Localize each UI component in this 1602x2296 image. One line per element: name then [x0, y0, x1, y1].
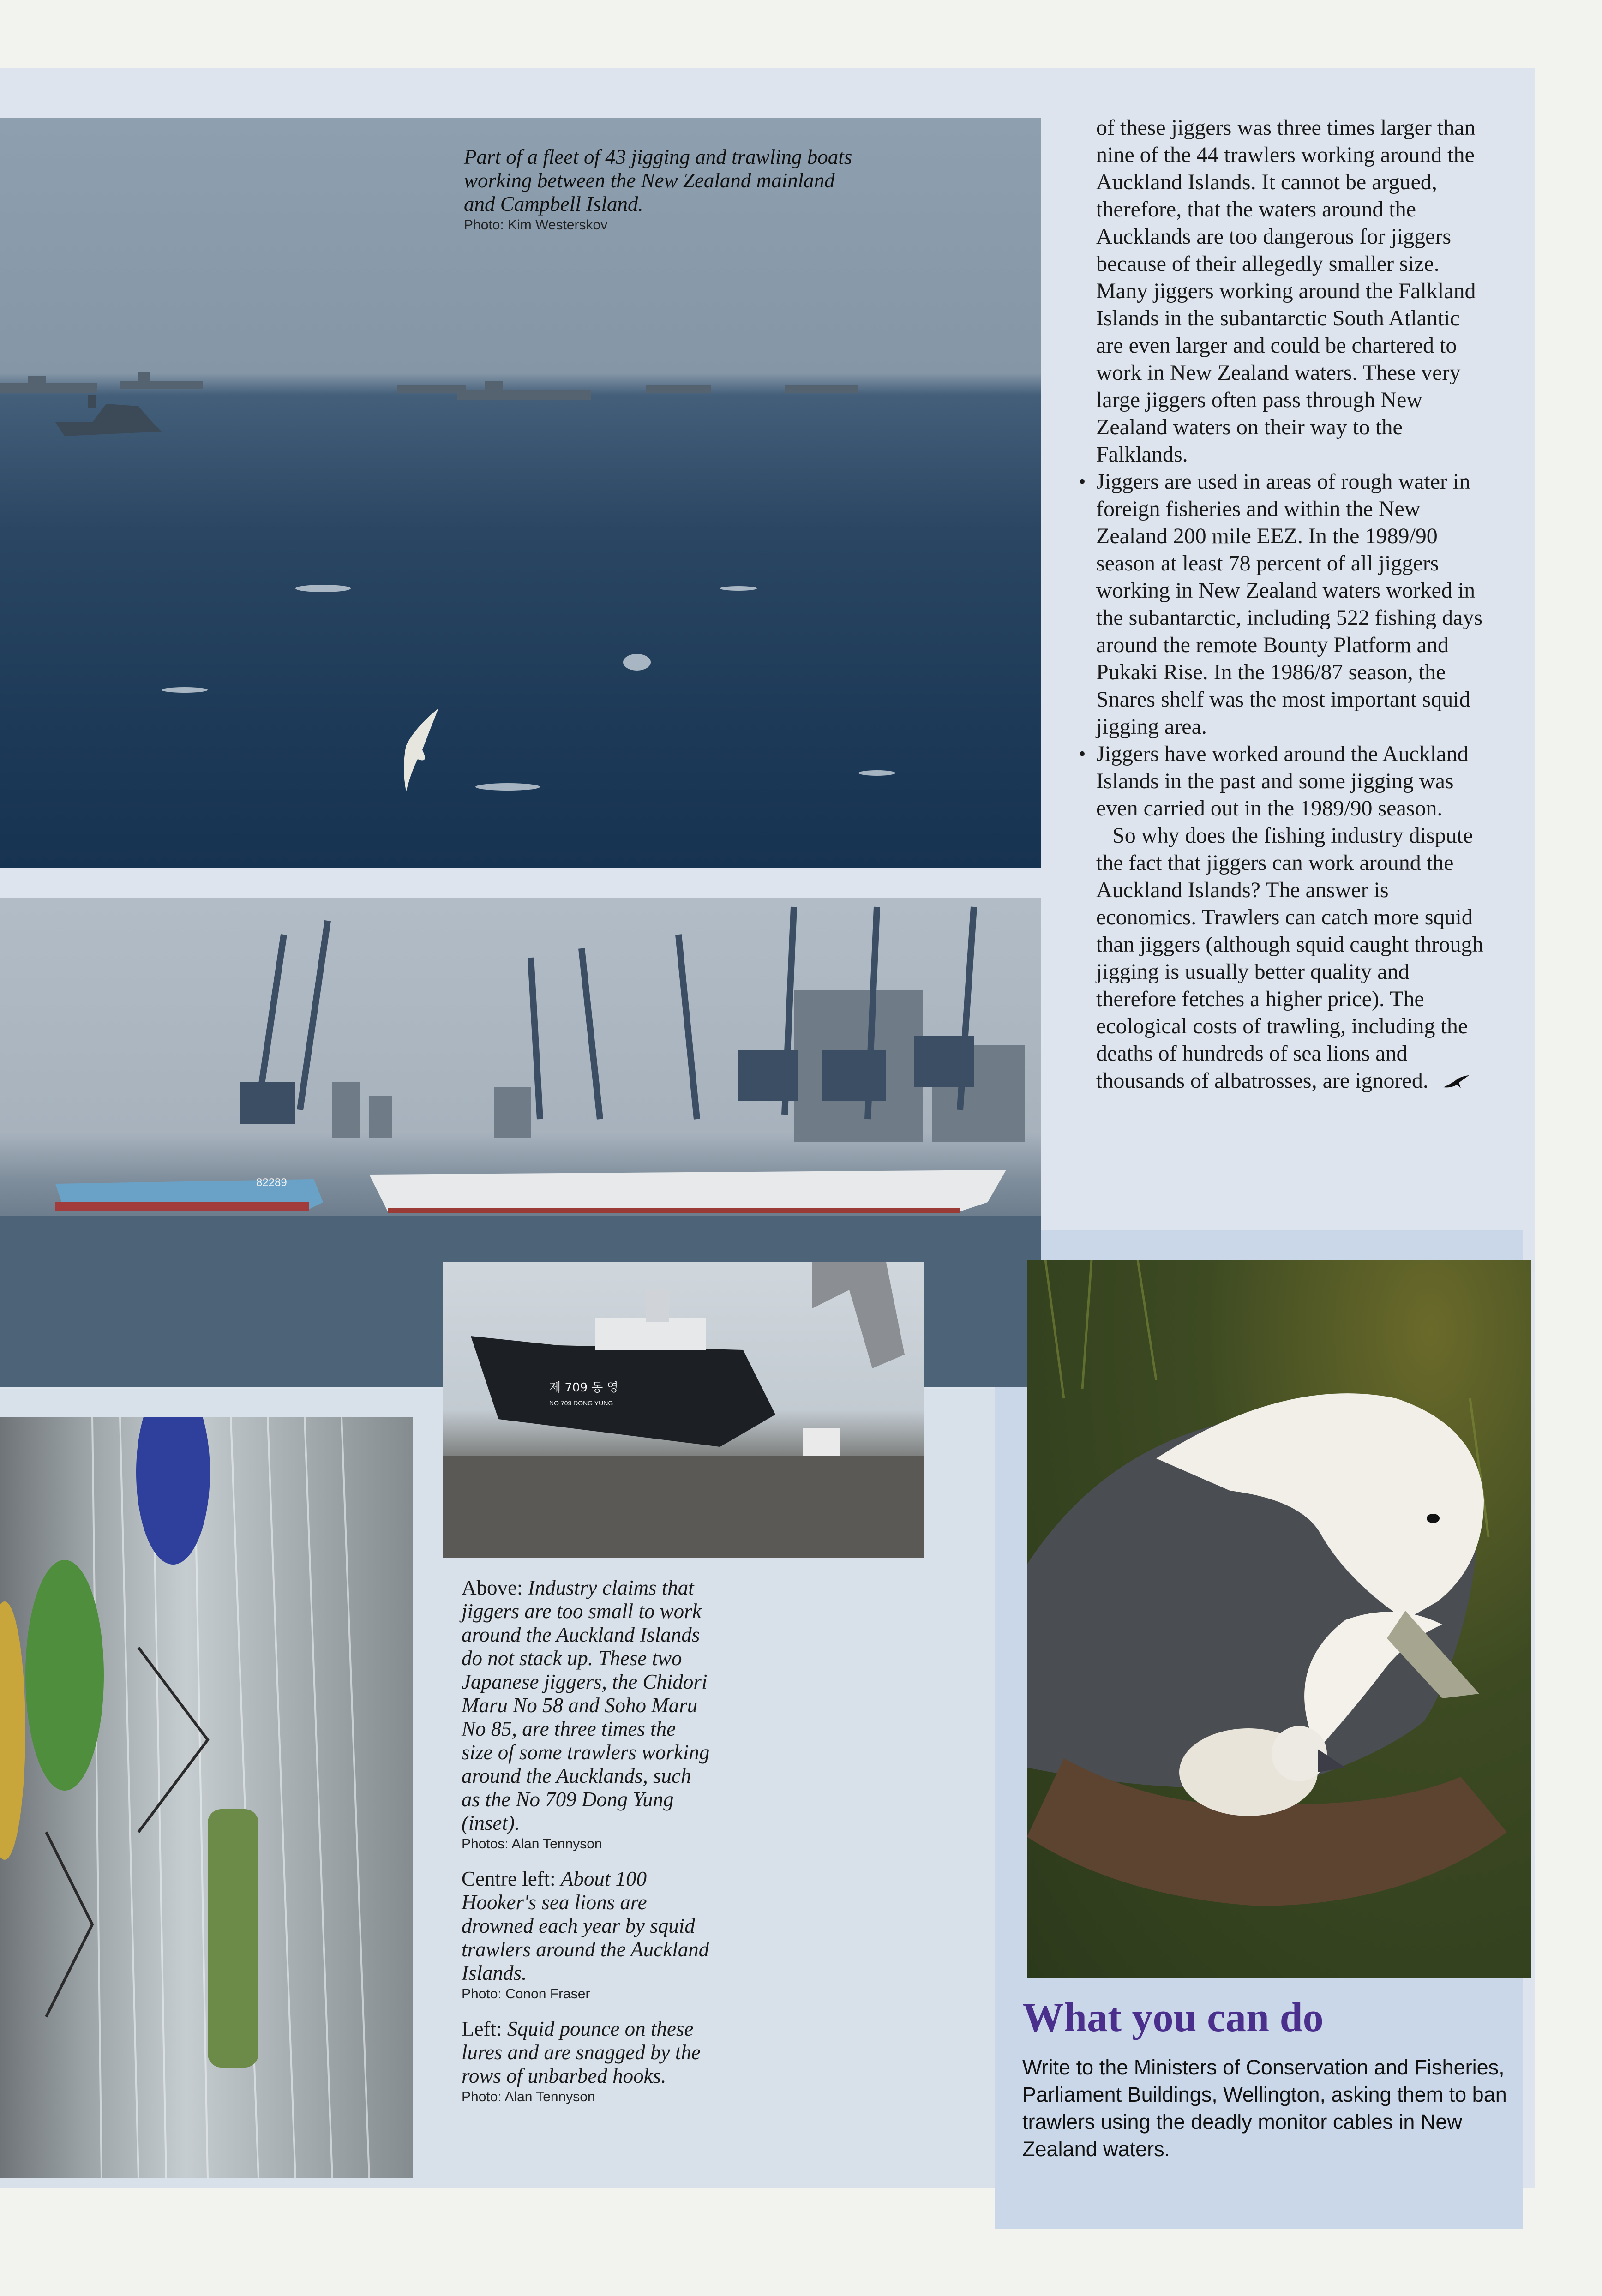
article-bullet [1079, 468, 1488, 740]
top-caption-credit: Photo: Kim Westerskov [464, 217, 608, 233]
blue-lure [136, 1417, 210, 1565]
article-bullet-text: Jiggers are used in areas of rough water in foreign fisheries and within the New Zealand 200 mile EEZ. In the 1989/90 season at least 78 percent of all jiggers working in New Zealand waters worked in the subantarctic, including 522 fishing days around the remote Bounty Platform and Pukaki Rise. In the 1986/87 season, the Snares shelf was the most important squid jigging area. [1096, 469, 1483, 739]
centre-left-caption-credit: Photo: Conon Fraser [462, 1986, 590, 2002]
albatross-in-flight [404, 708, 438, 791]
what-you-can-do-heading: What you can do [1022, 1995, 1324, 2040]
photo-captions-block [462, 1576, 711, 2120]
centre-left-caption-text: About 100 Hooker's sea lions are drowned each year by squid trawlers around the Auckland Islands. [462, 1867, 709, 1984]
trawler-name-roman: NO 709 DONG YUNG [549, 1399, 613, 1407]
bullet-icon: • [1079, 743, 1086, 765]
bullet-icon: • [1079, 470, 1086, 493]
left-caption [462, 2017, 711, 2106]
above-caption-text: Industry claims that jiggers are too small to work around the Auckland Islands do not stack up. These two Japanese jiggers, the Chidori Maru No 58 and Soho Maru No 85, are three times the size of some trawlers working around the Aucklands, such as the No 709 Dong Yung (inset). [462, 1576, 710, 1834]
top-caption-text: Part of a fleet of 43 jigging and trawling boats working between the New Zealand mainland and Campbell Island. [464, 145, 852, 216]
dong-yung-trawler-inset-photo [443, 1262, 924, 1558]
above-caption [462, 1576, 711, 1853]
centre-left-caption [462, 1867, 711, 2003]
albatross-nest-photo [1027, 1260, 1531, 1978]
above-caption-label: Above: [462, 1576, 528, 1599]
white-jigger-hull [369, 1170, 1006, 1211]
olive-lure [208, 1809, 258, 2068]
left-caption-text: Squid pounce on these lures and are snagged by the rows of unbarbed hooks. [462, 2017, 701, 2087]
trawler-hull [471, 1336, 775, 1447]
top-photo-caption [464, 145, 870, 234]
above-caption-credit: Photos: Alan Tennyson [462, 1836, 602, 1852]
left-caption-label: Left: [462, 2017, 507, 2040]
article-body [1079, 114, 1488, 1094]
green-lure [25, 1560, 104, 1791]
trawler-name: 제 709 동 영 [549, 1381, 618, 1395]
article-paragraph-text: So why does the fishing industry dispute the fact that jiggers can work around the Auckland Islands? The answer is economics. Trawlers can catch more squid than jiggers (although squid caught through jigging is usually better quality and therefore fetches a higher price). The ecological costs of trawling, including the deaths of hundreds of sea lions and thousands of albatrosses, are ignored. [1096, 823, 1483, 1093]
article-bullet [1079, 740, 1488, 822]
albatross-eye [1427, 1514, 1440, 1523]
squid-lures-photo [0, 1417, 413, 2178]
what-you-can-do-body: Write to the Ministers of Conservation and Fisheries, Parliament Buildings, Wellington, asking them to ban trawlers using the deadly monitor cables in New Zealand waters. [1022, 2056, 1507, 2161]
albatross-end-icon [1442, 1074, 1470, 1091]
hull-number: 82289 [256, 1176, 287, 1189]
article-bullet-text: Jiggers have worked around the Auckland Islands in the past and some jigging was even carried out in the 1989/90 season. [1096, 742, 1469, 821]
yellow-lure [0, 1601, 25, 1860]
article-paragraph: of these jiggers was three times larger than nine of the 44 trawlers working around the Auckland Islands. It cannot be argued, therefore, that the waters around the Aucklands are too dangerous for jiggers because of their allegedly smaller size. Many jiggers working around the Falkland Islands in the subantarctic South Atlantic are even larger and could be chartered to work in New Zealand waters. These very large jiggers often pass through New Zealand waters on their way to the Falklands. [1096, 115, 1476, 467]
article-paragraph [1096, 822, 1488, 1094]
centre-left-caption-label: Centre left: [462, 1867, 561, 1890]
left-caption-credit: Photo: Alan Tennyson [462, 2089, 595, 2104]
